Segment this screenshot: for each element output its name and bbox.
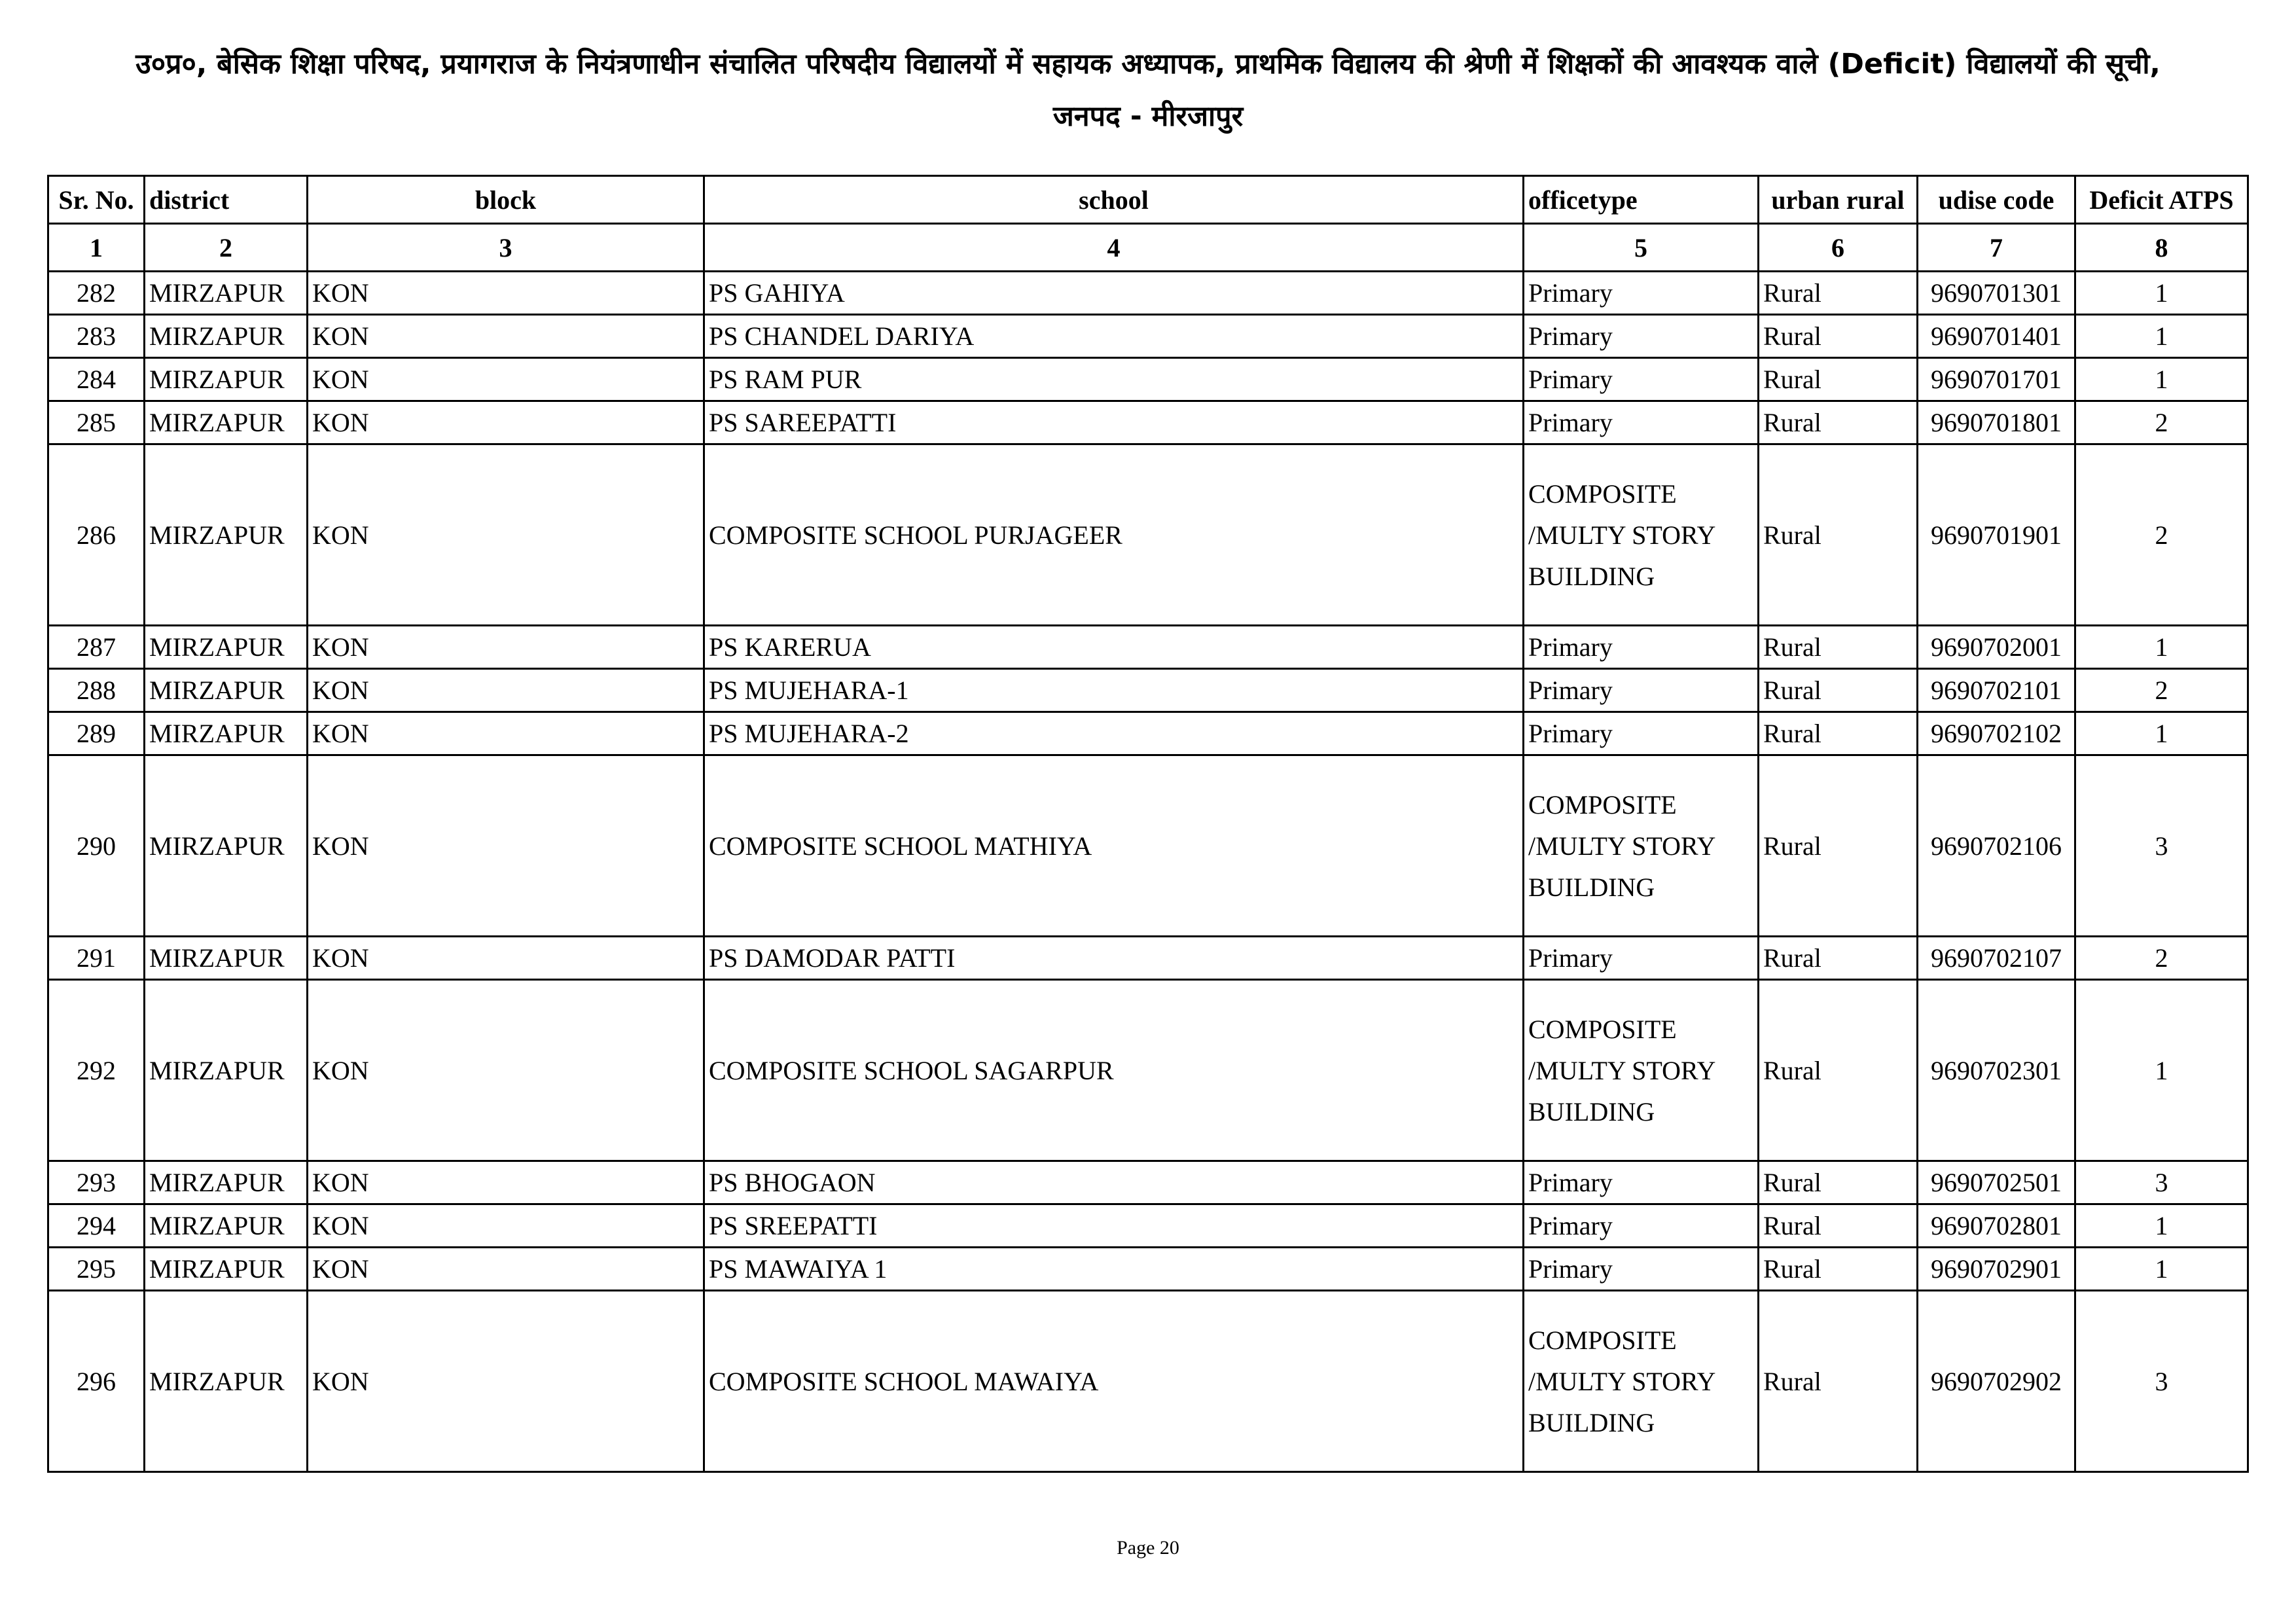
cell-deficit-atps: 2 — [2075, 444, 2248, 626]
cell-officetype — [1524, 401, 1759, 444]
cell-officetype — [1524, 980, 1759, 1161]
cell-block: KON — [308, 669, 704, 712]
column-number: 1 — [48, 224, 145, 272]
cell-block: KON — [308, 626, 704, 669]
cell-district: MIRZAPUR — [145, 1161, 308, 1204]
cell-udise-code: 9690702001 — [1918, 626, 2075, 669]
cell-sr-no: 284 — [48, 358, 145, 401]
column-number: 4 — [704, 224, 1524, 272]
officetype-line: Primary — [1528, 321, 1613, 351]
officetype-line: /MULTY STORY — [1528, 1055, 1716, 1085]
title-line-1: उ०प्र०, बेसिक शिक्षा परिषद, प्रयागराज के नियंत्रणाधीन संचालित परिषदीय विद्यालयों में सहायक अध्यापक, प्राथमिक विद्यालय की श्रेणी में शिक्षकों की आवश्यक वाले (Deficit) विद्यालयों की सूची, — [135, 48, 2161, 81]
cell-block: KON — [308, 1248, 704, 1291]
column-number: 8 — [2075, 224, 2248, 272]
table-row — [48, 755, 2248, 937]
cell-udise-code: 9690702801 — [1918, 1204, 2075, 1248]
officetype-line: BUILDING — [1528, 872, 1655, 902]
cell-sr-no: 288 — [48, 669, 145, 712]
header-sr-no: Sr. No. — [48, 176, 145, 224]
column-number: 3 — [308, 224, 704, 272]
header-udise-code: udise code — [1918, 176, 2075, 224]
table-row — [48, 444, 2248, 626]
officetype-line: BUILDING — [1528, 1407, 1655, 1437]
cell-urban-rural: Rural — [1759, 358, 1918, 401]
cell-district: MIRZAPUR — [145, 444, 308, 626]
cell-district: MIRZAPUR — [145, 626, 308, 669]
header-officetype: officetype — [1524, 176, 1759, 224]
officetype-line: Primary — [1528, 632, 1613, 662]
cell-urban-rural: Rural — [1759, 1248, 1918, 1291]
cell-school: PS MAWAIYA 1 — [704, 1248, 1524, 1291]
cell-school: PS GAHIYA — [704, 272, 1524, 315]
cell-school: PS MUJEHARA-1 — [704, 669, 1524, 712]
cell-deficit-atps: 2 — [2075, 669, 2248, 712]
officetype-line: COMPOSITE — [1528, 1014, 1677, 1044]
officetype-line: COMPOSITE — [1528, 1325, 1677, 1355]
officetype-line: /MULTY STORY — [1528, 1366, 1716, 1396]
cell-urban-rural: Rural — [1759, 937, 1918, 980]
header-urban-rural: urban rural — [1759, 176, 1918, 224]
officetype-line: Primary — [1528, 1211, 1613, 1240]
header-district: district — [145, 176, 308, 224]
cell-school: PS BHOGAON — [704, 1161, 1524, 1204]
cell-school: PS RAM PUR — [704, 358, 1524, 401]
cell-sr-no: 286 — [48, 444, 145, 626]
cell-udise-code: 9690702101 — [1918, 669, 2075, 712]
cell-deficit-atps: 1 — [2075, 980, 2248, 1161]
cell-deficit-atps: 1 — [2075, 712, 2248, 755]
cell-officetype — [1524, 626, 1759, 669]
cell-officetype — [1524, 1291, 1759, 1472]
cell-block: KON — [308, 1161, 704, 1204]
header-school: school — [704, 176, 1524, 224]
cell-sr-no: 287 — [48, 626, 145, 669]
cell-block: KON — [308, 980, 704, 1161]
deficit-schools-table — [47, 175, 2249, 1473]
cell-udise-code: 9690702902 — [1918, 1291, 2075, 1472]
cell-urban-rural: Rural — [1759, 626, 1918, 669]
cell-officetype — [1524, 937, 1759, 980]
table-row — [48, 1204, 2248, 1248]
cell-deficit-atps: 1 — [2075, 1248, 2248, 1291]
officetype-line: /MULTY STORY — [1528, 831, 1716, 861]
cell-school: PS KARERUA — [704, 626, 1524, 669]
cell-school: PS SAREEPATTI — [704, 401, 1524, 444]
cell-udise-code: 9690702106 — [1918, 755, 2075, 937]
table-row — [48, 1161, 2248, 1204]
cell-block: KON — [308, 401, 704, 444]
cell-deficit-atps: 1 — [2075, 626, 2248, 669]
cell-officetype — [1524, 669, 1759, 712]
column-number: 6 — [1759, 224, 1918, 272]
header-row — [48, 176, 2248, 224]
cell-urban-rural: Rural — [1759, 669, 1918, 712]
table-row — [48, 712, 2248, 755]
officetype-line: Primary — [1528, 943, 1613, 973]
officetype-line: Primary — [1528, 1254, 1613, 1284]
cell-sr-no: 291 — [48, 937, 145, 980]
cell-officetype — [1524, 358, 1759, 401]
cell-sr-no: 292 — [48, 980, 145, 1161]
cell-officetype — [1524, 1204, 1759, 1248]
header-block: block — [308, 176, 704, 224]
cell-urban-rural: Rural — [1759, 1204, 1918, 1248]
table-row — [48, 669, 2248, 712]
cell-deficit-atps: 3 — [2075, 1161, 2248, 1204]
cell-school: PS CHANDEL DARIYA — [704, 315, 1524, 358]
table-row — [48, 937, 2248, 980]
cell-sr-no: 282 — [48, 272, 145, 315]
cell-district: MIRZAPUR — [145, 272, 308, 315]
officetype-line: Primary — [1528, 365, 1613, 394]
officetype-line: /MULTY STORY — [1528, 520, 1716, 550]
officetype-line: BUILDING — [1528, 561, 1655, 591]
cell-urban-rural: Rural — [1759, 444, 1918, 626]
cell-school: PS MUJEHARA-2 — [704, 712, 1524, 755]
cell-deficit-atps: 1 — [2075, 272, 2248, 315]
cell-officetype — [1524, 712, 1759, 755]
cell-deficit-atps: 1 — [2075, 315, 2248, 358]
cell-sr-no: 294 — [48, 1204, 145, 1248]
cell-district: MIRZAPUR — [145, 358, 308, 401]
cell-udise-code: 9690701301 — [1918, 272, 2075, 315]
cell-udise-code: 9690702107 — [1918, 937, 2075, 980]
cell-school: COMPOSITE SCHOOL MATHIYA — [704, 755, 1524, 937]
cell-urban-rural: Rural — [1759, 1291, 1918, 1472]
table-row — [48, 626, 2248, 669]
cell-sr-no: 295 — [48, 1248, 145, 1291]
cell-sr-no: 285 — [48, 401, 145, 444]
cell-officetype — [1524, 444, 1759, 626]
cell-deficit-atps: 2 — [2075, 937, 2248, 980]
cell-udise-code: 9690702501 — [1918, 1161, 2075, 1204]
cell-block: KON — [308, 272, 704, 315]
cell-udise-code: 9690702102 — [1918, 712, 2075, 755]
header-deficit-atps: Deficit ATPS — [2075, 176, 2248, 224]
cell-udise-code: 9690701801 — [1918, 401, 2075, 444]
cell-urban-rural: Rural — [1759, 272, 1918, 315]
cell-district: MIRZAPUR — [145, 755, 308, 937]
officetype-line: Primary — [1528, 278, 1613, 308]
cell-officetype — [1524, 1248, 1759, 1291]
cell-udise-code: 9690702901 — [1918, 1248, 2075, 1291]
cell-udise-code: 9690702301 — [1918, 980, 2075, 1161]
table-body — [48, 272, 2248, 1472]
table-row — [48, 315, 2248, 358]
column-number: 7 — [1918, 224, 2075, 272]
cell-school: COMPOSITE SCHOOL PURJAGEER — [704, 444, 1524, 626]
cell-district: MIRZAPUR — [145, 937, 308, 980]
cell-udise-code: 9690701901 — [1918, 444, 2075, 626]
cell-officetype — [1524, 272, 1759, 315]
cell-udise-code: 9690701401 — [1918, 315, 2075, 358]
cell-block: KON — [308, 1204, 704, 1248]
cell-block: KON — [308, 755, 704, 937]
cell-district: MIRZAPUR — [145, 1248, 308, 1291]
cell-block: KON — [308, 712, 704, 755]
cell-district: MIRZAPUR — [145, 401, 308, 444]
cell-deficit-atps: 1 — [2075, 358, 2248, 401]
cell-block: KON — [308, 358, 704, 401]
cell-deficit-atps: 2 — [2075, 401, 2248, 444]
cell-district: MIRZAPUR — [145, 980, 308, 1161]
cell-deficit-atps: 3 — [2075, 755, 2248, 937]
table-row — [48, 1291, 2248, 1472]
table-row — [48, 401, 2248, 444]
cell-officetype — [1524, 1161, 1759, 1204]
cell-urban-rural: Rural — [1759, 712, 1918, 755]
cell-urban-rural: Rural — [1759, 1161, 1918, 1204]
cell-sr-no: 283 — [48, 315, 145, 358]
cell-block: KON — [308, 1291, 704, 1472]
column-number: 2 — [145, 224, 308, 272]
cell-officetype — [1524, 755, 1759, 937]
column-number-row — [48, 224, 2248, 272]
cell-sr-no: 293 — [48, 1161, 145, 1204]
cell-school: PS SREEPATTI — [704, 1204, 1524, 1248]
cell-district: MIRZAPUR — [145, 315, 308, 358]
table-row — [48, 1248, 2248, 1291]
officetype-line: Primary — [1528, 408, 1613, 437]
cell-block: KON — [308, 444, 704, 626]
cell-school: PS DAMODAR PATTI — [704, 937, 1524, 980]
cell-udise-code: 9690701701 — [1918, 358, 2075, 401]
officetype-line: COMPOSITE — [1528, 478, 1677, 509]
cell-district: MIRZAPUR — [145, 669, 308, 712]
page-number: Page 20 — [1117, 1537, 1179, 1559]
table-row — [48, 980, 2248, 1161]
officetype-line: BUILDING — [1528, 1096, 1655, 1127]
cell-block: KON — [308, 937, 704, 980]
table-row — [48, 272, 2248, 315]
cell-sr-no: 296 — [48, 1291, 145, 1472]
officetype-line: Primary — [1528, 1168, 1613, 1197]
cell-urban-rural: Rural — [1759, 755, 1918, 937]
title-line-2: जनपद - मीरजापुर — [1052, 100, 1244, 133]
table-row — [48, 358, 2248, 401]
cell-district: MIRZAPUR — [145, 1204, 308, 1248]
cell-deficit-atps: 1 — [2075, 1204, 2248, 1248]
cell-school: COMPOSITE SCHOOL SAGARPUR — [704, 980, 1524, 1161]
cell-district: MIRZAPUR — [145, 712, 308, 755]
officetype-line: Primary — [1528, 676, 1613, 705]
cell-urban-rural: Rural — [1759, 315, 1918, 358]
officetype-line: Primary — [1528, 719, 1613, 748]
document-title — [39, 38, 2257, 143]
cell-district: MIRZAPUR — [145, 1291, 308, 1472]
cell-sr-no: 289 — [48, 712, 145, 755]
cell-deficit-atps: 3 — [2075, 1291, 2248, 1472]
cell-block: KON — [308, 315, 704, 358]
cell-sr-no: 290 — [48, 755, 145, 937]
cell-officetype — [1524, 315, 1759, 358]
column-number: 5 — [1524, 224, 1759, 272]
cell-urban-rural: Rural — [1759, 980, 1918, 1161]
cell-urban-rural: Rural — [1759, 401, 1918, 444]
officetype-line: COMPOSITE — [1528, 789, 1677, 820]
cell-school: COMPOSITE SCHOOL MAWAIYA — [704, 1291, 1524, 1472]
